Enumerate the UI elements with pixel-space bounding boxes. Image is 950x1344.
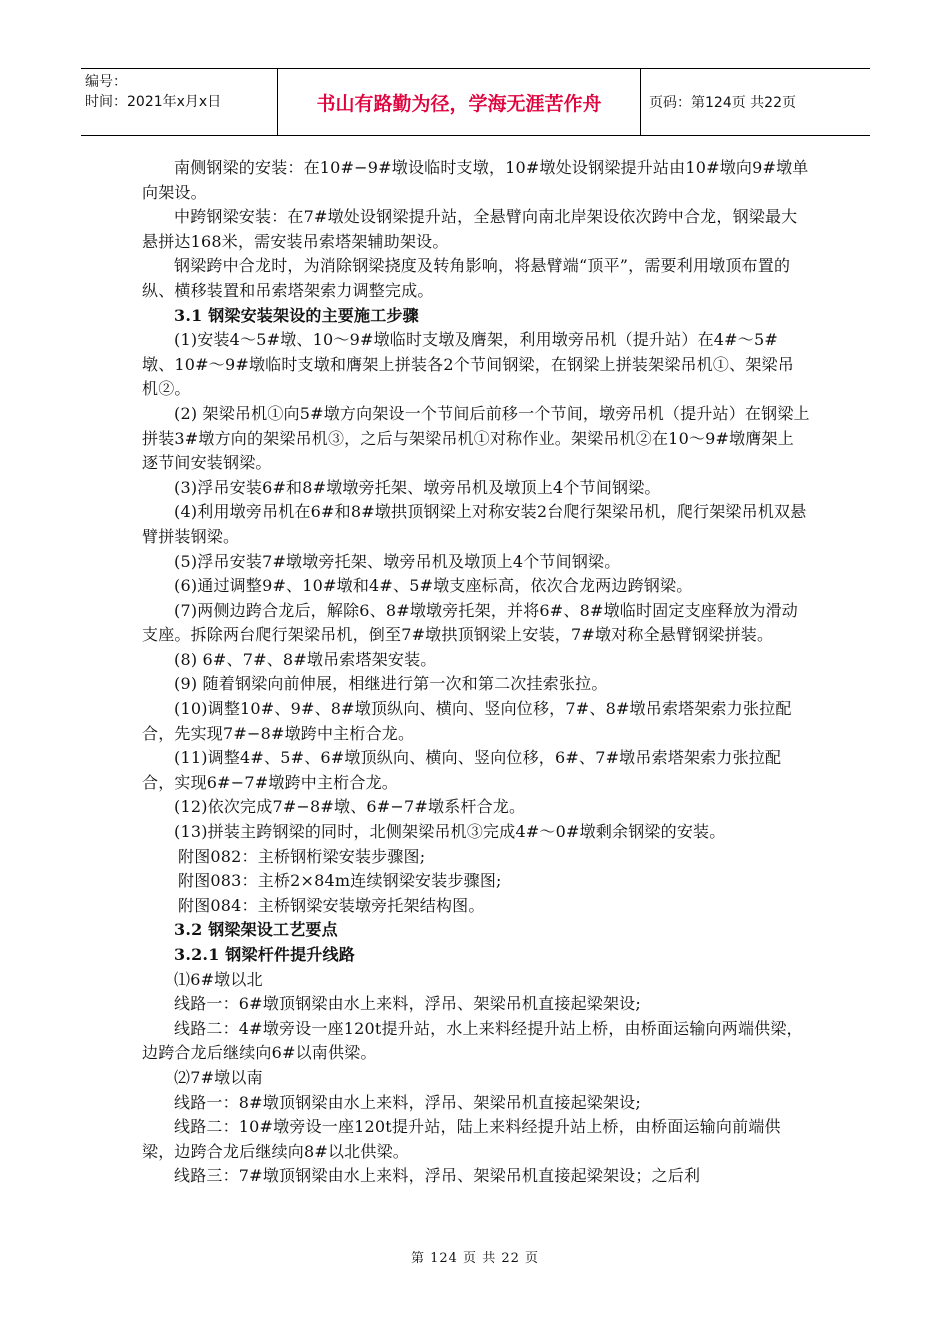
paragraph: 线路一：8#墩顶钢梁由水上来料，浮吊、架梁吊机直接起梁架设; xyxy=(174,1092,641,1112)
paragraph: 钢梁跨中合龙时，为消除钢梁挠度及转角影响，将悬臂端“顶平”，需要利用墩顶布置的纵、横移装置和吊索塔架索力调整完成。 xyxy=(142,256,791,300)
section-heading: 3.2 钢梁架设工艺要点 xyxy=(174,920,338,940)
paragraph: (11)调整4#、5#、6#墩顶纵向、横向、竖向位移，6#、7#墩吊索塔架索力张拉配合，实现6#−7#墩跨中主桁合龙。 xyxy=(142,748,782,792)
paragraph: (6)通过调整9#、10#墩和4#、5#墩支座标高，依次合龙两边跨钢梁。 xyxy=(174,576,693,596)
paragraph: (4)利用墩旁吊机在6#和8#墩拱顶钢梁上对称安装2台爬行架梁吊机，爬行架梁吊机双悬臂拼装钢梁。 xyxy=(142,502,807,546)
section-heading: 3.2.1 钢梁杆件提升线路 xyxy=(174,945,355,964)
paragraph: (2) 架梁吊机①向5#墩方向架设一个节间后前移一个节间，墩旁吊机（提升站）在钢梁上拼装3#墩方向的架梁吊机③，之后与架梁吊机①对称作业。架梁吊机②在10～9#墩膺架上逐节间安装钢梁。 xyxy=(142,403,810,473)
paragraph: (10)调整10#、9#、8#墩顶纵向、横向、竖向位移，7#、8#墩吊索塔架索力张拉配合，先实现7#−8#墩跨中主桁合龙。 xyxy=(142,699,792,743)
paragraph: 线路二：10#墩旁设一座120t提升站，陆上来料经提升站上桥，由桥面运输向前端供梁，边跨合龙后继续向8#以北供梁。 xyxy=(142,1117,781,1161)
paragraph: (13)拼装主跨钢梁的同时，北侧架梁吊机③完成4#～0#墩剩余钢梁的安装。 xyxy=(174,822,726,842)
paragraph: 线路一：6#墩顶钢梁由水上来料，浮吊、架梁吊机直接起梁架设; xyxy=(174,994,641,1014)
page-footer: 第 124 页 共 22 页 xyxy=(410,1251,540,1266)
paragraph: (3)浮吊安装6#和8#墩墩旁托架、墩旁吊机及墩顶上4个节间钢梁。 xyxy=(174,477,661,497)
paragraph: 线路二：4#墩旁设一座120t提升站，水上来料经提升站上桥，由桥面运输向两端供梁，边跨合龙后继续向6#以南供梁。 xyxy=(142,1018,803,1063)
paragraph: (1)安装4～5#墩、10～9#墩临时支墩及膺架，利用墩旁吊机（提升站）在4#～5#墩、10#～9#墩临时支墩和膺架上拼装各2个节间钢梁，在钢梁上拼装架梁吊机①、架梁吊机②。 xyxy=(142,330,794,399)
paragraph: 南侧钢梁的安装：在10#−9#墩设临时支墩，10#墩处设钢梁提升站由10#墩向9#墩单向架设。 xyxy=(142,158,809,202)
header-page-info: 页码：第124页 共22页 xyxy=(649,95,796,111)
paragraph: ⑴6#墩以北 xyxy=(174,969,263,989)
header-meta xyxy=(81,69,278,135)
page-header xyxy=(81,68,870,136)
paragraph: ⑵7#墩以南 xyxy=(174,1067,263,1087)
code-label: 编号： xyxy=(85,74,127,90)
paragraph: 线路三：7#墩顶钢梁由水上来料，浮吊、架梁吊机直接起梁架设；之后利 xyxy=(174,1166,701,1186)
paragraph: (8) 6#、7#、8#墩吊索塔架安装。 xyxy=(174,649,437,669)
header-motto: 书山有路勤为径，学海无涯苦作舟 xyxy=(278,69,641,135)
paragraph: (7)两侧边跨合龙后，解除6、8#墩墩旁托架，并将6#、8#墩临时固定支座释放为滑动支座。拆除两台爬行架梁吊机，倒至7#墩拱顶钢梁上安装，7#墩对称全悬臂钢梁拼装。 xyxy=(142,600,799,645)
time-label: 时间：2021年x月x日 xyxy=(85,94,222,110)
paragraph: 附图084：主桥钢梁安装墩旁托架结构图。 xyxy=(178,895,485,915)
paragraph: (12)依次完成7#−8#墩、6#−7#墩系杆合龙。 xyxy=(174,797,526,817)
document-body xyxy=(142,156,810,1189)
paragraph: 中跨钢梁安装：在7#墩处设钢梁提升站，全悬臂向南北岸架设依次跨中合龙，钢梁最大悬拼达168米，需安装吊索塔架辅助架设。 xyxy=(142,207,798,251)
paragraph: (5)浮吊安装7#墩墩旁托架、墩旁吊机及墩顶上4个节间钢梁。 xyxy=(174,551,621,571)
paragraph: 附图083：主桥2×84m连续钢梁安装步骤图; xyxy=(178,871,502,891)
section-heading: 3.1 钢梁安装架设的主要施工步骤 xyxy=(174,305,419,325)
paragraph: 附图082：主桥钢桁梁安装步骤图; xyxy=(178,846,426,866)
paragraph: (9) 随着钢梁向前伸展，相继进行第一次和第二次挂索张拉。 xyxy=(174,674,608,694)
